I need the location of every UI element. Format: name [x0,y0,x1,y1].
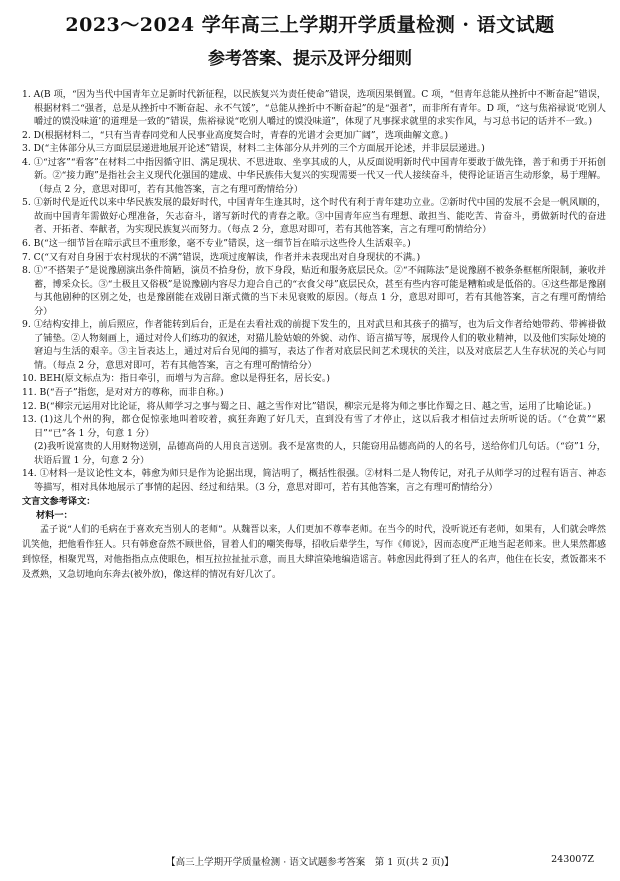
answer-item-7: 7. C(“又有对自身困于农村现状的不满”错误，选项过度解读，作者并未表现出对自身现状的不满。) [22,251,421,263]
document-title: 2023～2024 学年高三上学期开学质量检测 · 语文试题 [65,14,555,36]
answer-item-9: 9. ①结构安排上，前后照应，作者能转到后台，正是在去看社戏的前提下发生的，且对武旦和其孩子的描写，也为后文作者给她带药、带裤褂做了铺垫。②人物刻画上，通过对伶人们练功的叙述，对猫儿脸姑娘的外貌、动作、语言描写等，展现伶人们的敬业精神，以及他们实际处境的窘迫与生活的艰辛。③主旨表达上，通过对后台见闻的描写，表达了作者对底层民间艺术现状的关注，以及对底层艺人生存状况的关心与同情。（每点 2 分，意思对即可，若有其他答案，言之有理可酌情给分） [22,319,606,371]
answer-item-4: 4. ①“过客”“看客”在材料二中指因循守旧、满足现状、不思进取、坐享其成的人，从反面说明新时代中国青年要敢于做先锋，善于和勇于开拓创新。②“接力跑”是指社会主义现代化强国的建成、中华民族伟大复兴的实现需要一代又一代人接续奋斗，使得论证语言生动形象，易于理解。（每点 2 分，意思对即可，若有其他答案，言之有理可酌情给分） [22,156,606,195]
answer-item-1: 1. A(B 项，“因为当代中国青年立足新时代新征程，以民族复兴为责任使命”错误，选项因果倒置。C 项，“但青年总能从挫折中不断奋起”错误，根据材料二“强者，总是从挫折中不断奋起、永不气馁”，“总能从挫折中不断奋起”的是“强者”，而非所有青年。D 项，“这与焦裕禄说‘吃别人嚼过的馍没味道’的道理是一致的”错误，焦裕禄说“吃别人嚼过的馍没味道”，体现了凡事探求就里的求实作风，与习总书记的话并不一致。) [22,89,607,128]
document-code: 243007Z [551,854,594,865]
answer-item-13-part2: (2)我听说富贵的人用财物送别，品德高尚的人用良言送别。我不是富贵的人，只能窃用品德高尚的人的名号，送给你们几句话。（“窃”1 分，状语后置 1 分，句意 2 分） [34,441,606,466]
answer-item-6: 6. B(“这一细节旨在暗示武旦不重形象，毫不专业”错误，这一细节旨在暗示这些伶人生活艰辛。) [22,238,411,250]
answer-item-13-part1: 13. (1)这儿个州的狗，都仓促惊张地叫着咬着，疯狂奔跑了好几天，直到没有雪了才停止，这以后我才相信过去所听说的话。（“仓黄”“累日”“已”各 1 分，句意 1 分） [22,414,606,439]
footer-label: 【高三上学期开学质量检测 · 语文试题参考答案 第 1 页(共 2 页)】 [166,857,454,868]
translation-paragraph: 孟子说“人们的毛病在于喜欢充当别人的老师”。从魏晋以来，人们更加不尊奉老师。在当今的时代，没听说还有老师，如果有，人们就会哗然讥笑他，把他看作狂人。只有韩愈奋然不顾世俗，冒着人们的嘲笑侮辱，招收后辈学生，写作《师说》，因而态度严正地当起老师来。世人果然都感到惊怪，相聚咒骂，对他指指点点使眼色，相互拉拉扯扯示意，而且大肆渲染地编造谣言。韩愈因此得到了狂人的名声，他住在长安，煮饭都来不及煮熟，又急切地向东奔去(被外放)，像这样的情况有好几次了。 [22,524,606,580]
answer-item-2: 2. D(根据材料二，“只有当青春同党和人民事业高度契合时，青春的光谱才会更加广阔”，选项曲解文意。) [22,129,449,141]
answer-item-12: 12. B(“柳宗元运用对比论证，将从师学习之事与蜀之日、越之雪作对比”错误，柳宗元是将为师之事比作蜀之日、越之雪，运用了比喻论证。) [22,400,592,412]
answer-item-5: 5. ①新时代是近代以来中华民族发展的最好时代，中国青年生逢其时，这个时代有利于青年建功立业。②新时代中国的发展不会是一帆风顺的，故而中国青年需做好心理准备，矢志奋斗，谱写新时代的青春之歌。③中国青年应当有理想、敢担当、能吃苦、肯奋斗，勇做新时代的奋进者、开拓者、奉献者，为实现民族复兴而努力。（每点 2 分，意思对即可，若有其他答案，言之有理可酌情给分） [22,197,606,236]
document-subtitle: 参考答案、提示及评分细则 [208,49,412,69]
answer-item-8: 8. ①“不搭架子”是说豫剧演出条件简陋，演员不拾身份，放下身段，贴近和服务底层民众。②“不闹陈法”是说豫剧不被条条框框所限制，兼收并蓄，博采众长。③“土极且又俗极”是说豫剧内容尽力迎合自己的“衣食父母”底层民众，甚至有些内容可能是糟粕或是低俗的。④这些都是豫剧与其他剧种的区别之处，也是豫剧能在戏剧日渐式微的当下未见衰败的原因。（每点 1 分，意思对即可，若有其他答案，言之有理可酌情给分） [22,265,606,317]
material-heading: 材料一： [36,509,73,521]
answer-item-3: 3. D(“主体部分从三方面层层递进地展开论述”错误，材料二主体部分从并列的三个方面展开论述，并非层层递进。) [22,143,485,155]
answer-item-11: 11. B(“吾子”指您，是对对方的尊称，而非自称。) [22,387,224,399]
answer-item-10: 10. BEH(原文标点为：指日牵引，而增与为言辞。愈以是得狂名，居长安。) [22,373,331,385]
answer-item-14: 14. ①材料一是议论性文本，韩愈为师只是作为论据出现，简洁明了，概括性很强。②材料二是人物传记，对孔子从师学习的过程有语言、神态等描写，相对具体地展示了事情的起因、经过和结果。（3 分，意思对即可，若有其他答案，言之有理可酌情给分） [22,468,606,493]
answer-list [22,88,606,583]
section-heading: 文言文参考译文： [22,496,96,508]
